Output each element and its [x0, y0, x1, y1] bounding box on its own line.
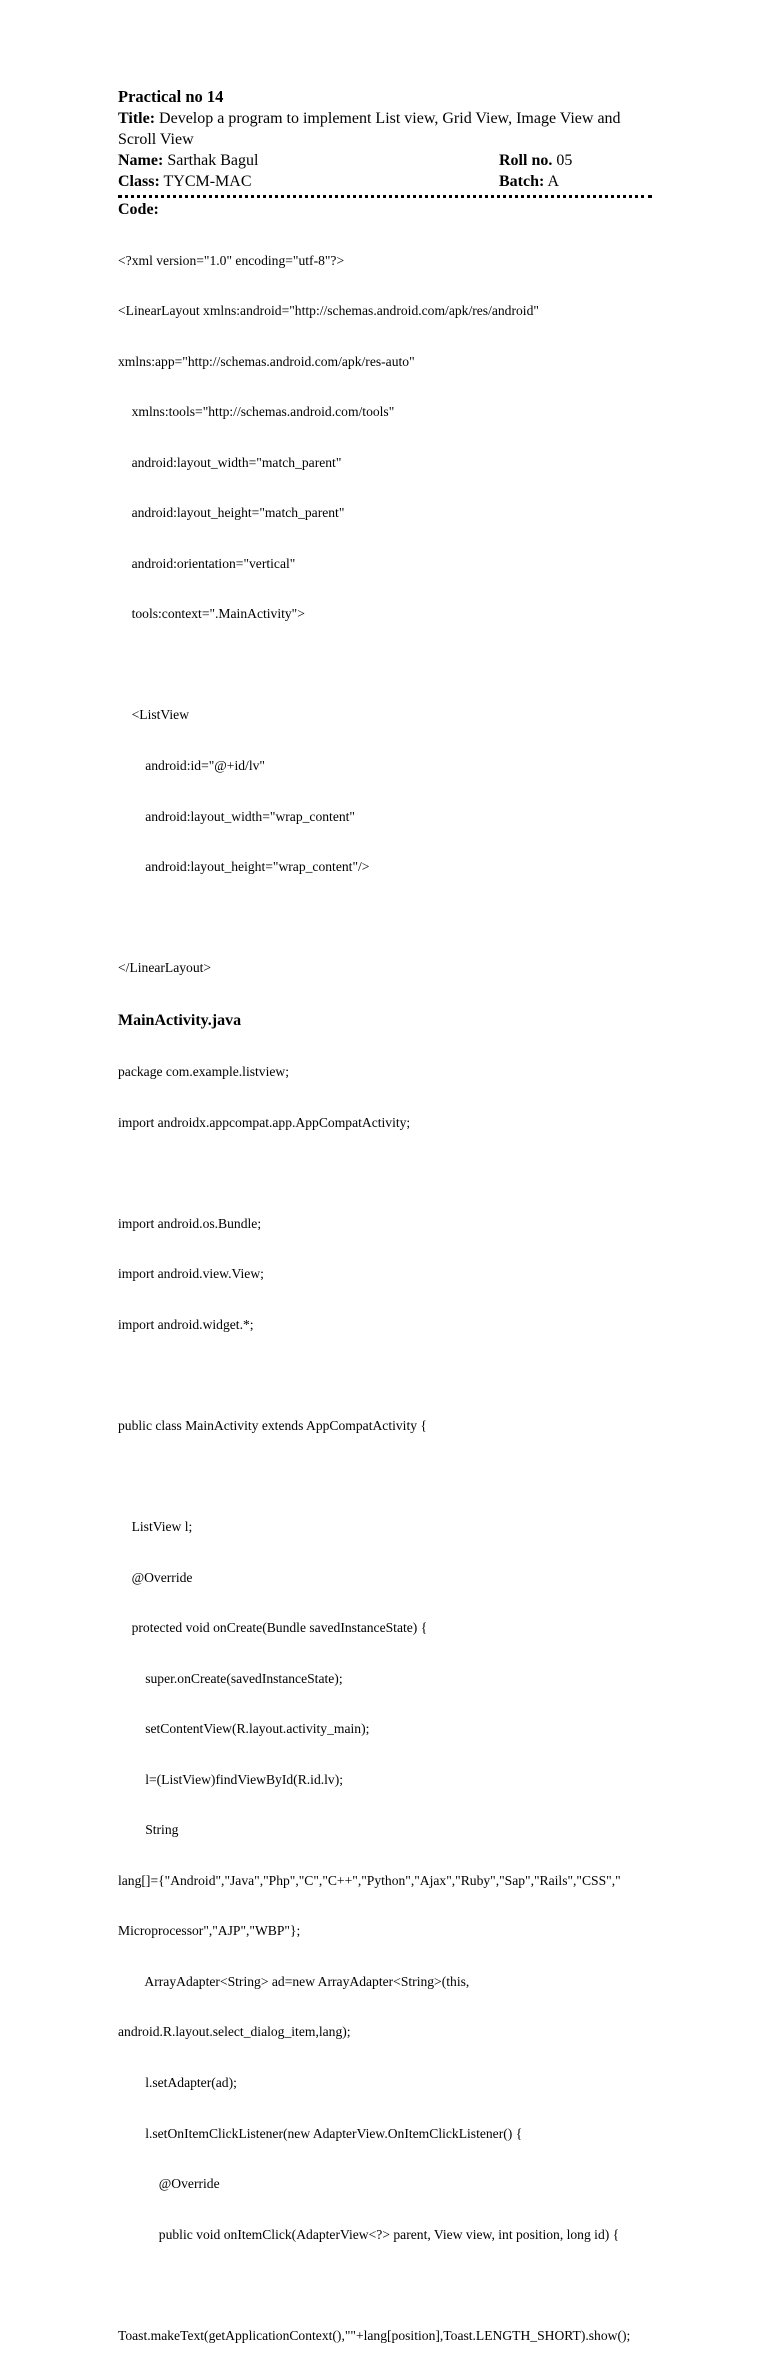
- code-line: super.onCreate(savedInstanceState);: [118, 1670, 343, 1686]
- code-line: package com.example.listview;: [118, 1064, 289, 1080]
- code-line: android:layout_height="match_parent": [118, 505, 345, 521]
- code-line: ListView l;: [118, 1519, 193, 1535]
- roll-field: [499, 150, 572, 171]
- title-label: Title:: [118, 110, 156, 127]
- code-line: l=(ListView)findViewById(R.id.lv);: [118, 1771, 344, 1787]
- code-line: Toast.makeText(getApplicationContext(),""+lang[position],Toast.LENGTH_SHORT).show();: [118, 2327, 631, 2343]
- dotted-divider: [118, 195, 652, 198]
- code-line: public void onItemClick(AdapterView<?> parent, View view, int position, long id) {: [118, 2226, 620, 2242]
- name-value: Sarthak Bagul: [163, 152, 259, 169]
- code-line: [118, 1165, 658, 1182]
- class-value: TYCM-MAC: [159, 173, 252, 190]
- code-line: android:orientation="vertical": [118, 555, 296, 571]
- code-line: [118, 1469, 658, 1486]
- code-line: @Override: [118, 1569, 193, 1585]
- java-file-heading: MainActivity.java: [118, 1011, 242, 1029]
- code-line: [118, 2277, 658, 2294]
- xml-code-block: [118, 219, 658, 1011]
- code-line: import android.view.View;: [118, 1266, 264, 1282]
- code-line: [118, 910, 658, 927]
- code-line: android:id="@+id/lv": [118, 758, 265, 773]
- document-content: [118, 86, 658, 2378]
- name-label: Name:: [118, 152, 164, 169]
- code-line: Microprocessor","AJP","WBP"};: [118, 1923, 301, 1939]
- code-line: android.R.layout.select_dialog_item,lang);: [118, 2024, 351, 2040]
- code-line: import android.os.Bundle;: [118, 1215, 262, 1231]
- name-roll-row: [118, 150, 658, 171]
- code-line: tools:context=".MainActivity">: [118, 606, 305, 622]
- batch-field: [499, 171, 559, 192]
- code-line: l.setAdapter(ad);: [118, 2074, 237, 2090]
- code-line: xmlns:tools="http://schemas.android.com/tools": [118, 404, 395, 420]
- title-line: [118, 108, 658, 150]
- code-line: </LinearLayout>: [118, 960, 212, 976]
- batch-label: Batch:: [499, 173, 545, 190]
- code-line: l.setOnItemClickListener(new AdapterView.OnItemClickListener() {: [118, 2125, 523, 2141]
- code-line: import android.widget.*;: [118, 1317, 254, 1332]
- roll-value: 05: [552, 152, 573, 169]
- batch-value: A: [544, 173, 559, 190]
- class-batch-row: [118, 171, 658, 192]
- code-line: android:layout_width="match_parent": [118, 454, 342, 470]
- code-heading: Code:: [118, 201, 159, 218]
- code-line: String: [118, 1822, 179, 1838]
- code-line: setContentView(R.layout.activity_main);: [118, 1721, 370, 1737]
- code-line: xmlns:app="http://schemas.android.com/apk/res-auto": [118, 353, 415, 369]
- java-code-block: [118, 1031, 658, 2378]
- code-line: ArrayAdapter<String> ad=new ArrayAdapter<String>(this,: [118, 1973, 470, 1989]
- code-line: android:layout_height="wrap_content"/>: [118, 859, 370, 875]
- code-line: <LinearLayout xmlns:android="http://schemas.android.com/apk/res/android": [118, 303, 539, 319]
- title-text: Develop a program to implement List view, Grid View, Image View and Scroll View: [118, 110, 621, 148]
- code-line: import androidx.appcompat.app.AppCompatActivity;: [118, 1114, 411, 1130]
- code-line: [118, 1368, 658, 1385]
- code-line: protected void onCreate(Bundle savedInstanceState) {: [118, 1620, 428, 1636]
- roll-label: Roll no.: [499, 152, 553, 169]
- code-line: <?xml version="1.0" encoding="utf-8"?>: [118, 252, 345, 268]
- class-label: Class:: [118, 173, 160, 190]
- code-line: android:layout_width="wrap_content": [118, 808, 355, 824]
- name-field: [118, 152, 258, 169]
- code-line: [118, 657, 658, 674]
- code-line: @Override: [118, 2176, 220, 2192]
- practical-heading: Practical no 14: [118, 87, 224, 106]
- code-line: <ListView: [118, 707, 190, 723]
- code-line: lang[]={"Android","Java","Php","C","C++","Python","Ajax","Ruby","Sap","Rails","CSS",": [118, 1872, 621, 1888]
- code-line: public class MainActivity extends AppCompatActivity {: [118, 1418, 427, 1434]
- class-field: [118, 173, 252, 190]
